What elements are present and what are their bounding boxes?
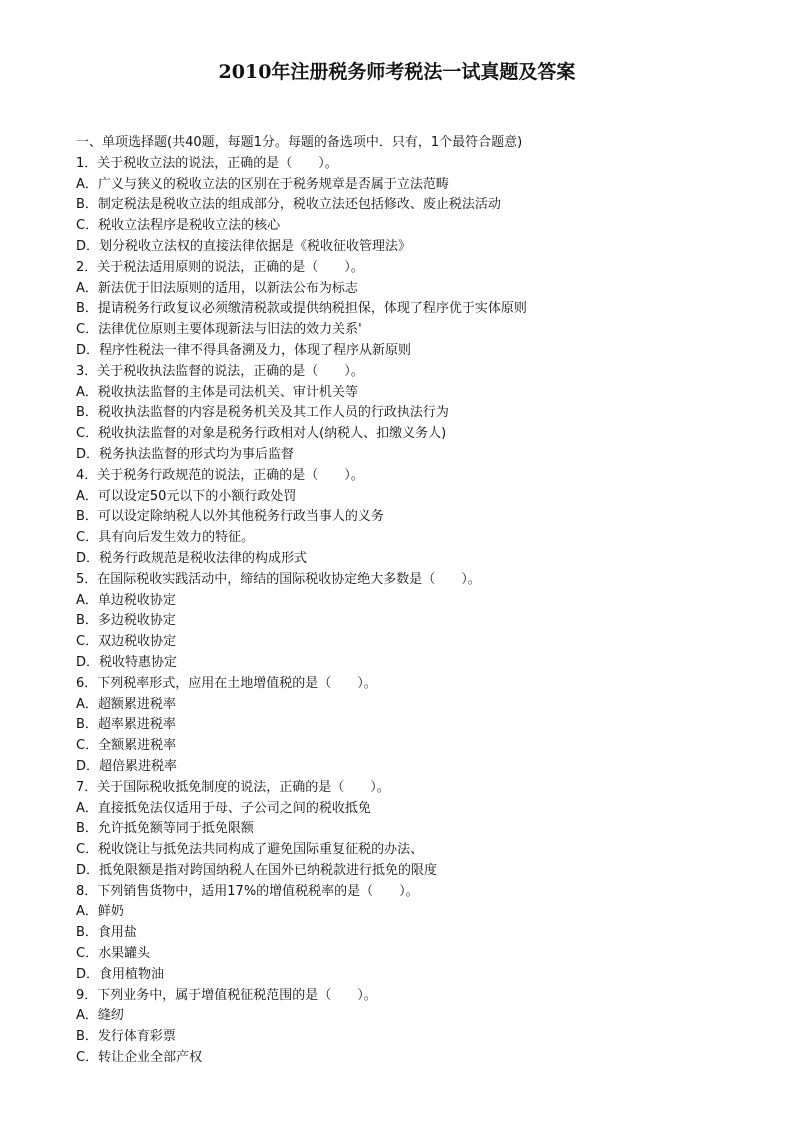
question-line: C．具有向后发生效力的特征。 [76,530,255,546]
document-body [76,133,756,1069]
question-line: C．转让企业全部产权 [76,1050,203,1066]
question-line: B．食用盐 [76,925,137,941]
question-line: B．超率累进税率 [76,717,176,733]
section-heading: 一、单项选择题(共40题，每题1分。每题的备选项中．只有，1个最符合题意) [76,135,523,150]
question-line: C．全额累进税率 [76,738,177,754]
document-title: 2010年注册税务师考税法一试真题及答案 [218,61,576,83]
question-line: B．提请税务行政复议必须缴清税款或提供纳税担保，体现了程序优于实体原则 [76,301,527,317]
question-line: A．超额累进税率 [76,696,176,712]
question-line: A．新法优于旧法原则的适用，以新法公布为标志 [76,280,358,296]
question-line: D．税收特惠协定 [76,654,178,670]
question-line: 2．关于税法适用原则的说法，正确的是（ ）。 [76,259,364,275]
question-line: B．制定税法是税收立法的组成部分，税收立法还包括修改、废止税法活动 [76,197,501,213]
question-line: 6．下列税率形式，应用在土地增值税的是（ ）。 [76,675,377,691]
question-line: D．超倍累进税率 [76,758,178,774]
question-line: A．广义与狭义的税收立法的区别在于税务规章是否属于立法范畴 [76,176,449,192]
question-line: A．单边税收协定 [76,592,176,608]
question-line: B．多边税收协定 [76,613,176,629]
question-line: A．税收执法监督的主体是司法机关、审计机关等 [76,384,358,400]
question-line: C．法律优位原则主要体现新法与旧法的效力关系' [76,322,362,338]
question-line: B．可以设定除纳税人以外其他税务行政当事人的义务 [76,509,384,525]
question-line: 7．关于国际税收抵免制度的说法，正确的是（ ）。 [76,779,390,795]
question-line: 5．在国际税收实践活动中，缔结的国际税收协定绝大多数是（ ）。 [76,571,481,587]
question-line: C．双边税收协定 [76,634,177,650]
question-line: B．允许抵免额等同于抵免限额 [76,821,254,837]
question-line: 4．关于税务行政规范的说法，正确的是（ ）。 [76,467,364,483]
question-line: A．可以设定50元以下的小额行政处罚 [76,488,297,504]
question-line: C．税收立法程序是税收立法的核心 [76,218,281,234]
question-line: B．发行体育彩票 [76,1029,176,1045]
question-line: C．税收饶让与抵免法共同构成了避免国际重复征税的办法、 [76,842,424,858]
question-line: D．食用植物油 [76,966,165,982]
question-line: A．鲜奶 [76,904,124,920]
question-line: D．划分税收立法权的直接法律依据是《税收征收管理法》 [76,238,412,254]
question-line: A．直接抵免法仅适用于母、子公司之间的税收抵免 [76,800,371,816]
question-line: C．水果罐头 [76,946,151,962]
question-line: A．缝纫 [76,1008,124,1024]
question-line: 8．下列销售货物中，适用17%的增值税税率的是（ ）。 [76,883,419,899]
question-line: D．程序性税法一律不得具备溯及力，体现了程序从新原则 [76,342,412,358]
question-line: D．税务行政规范是税收法律的构成形式 [76,550,308,566]
question-line: C．税收执法监督的对象是税务行政相对人(纳税人、扣缴义务人) [76,426,447,442]
question-line: D．税务执法监督的形式均为事后监督 [76,446,295,462]
question-line: 3．关于税收执法监督的说法，正确的是（ ）。 [76,363,364,379]
question-line: 9．下列业务中，属于增值税征税范围的是（ ）。 [76,987,377,1003]
question-line: B．税收执法监督的内容是税务机关及其工作人员的行政执法行为 [76,405,449,421]
question-line: D．抵免限额是指对跨国纳税人在国外已纳税款进行抵免的限度 [76,862,438,878]
question-line: 1．关于税收立法的说法，正确的是（ ）。 [76,155,338,171]
